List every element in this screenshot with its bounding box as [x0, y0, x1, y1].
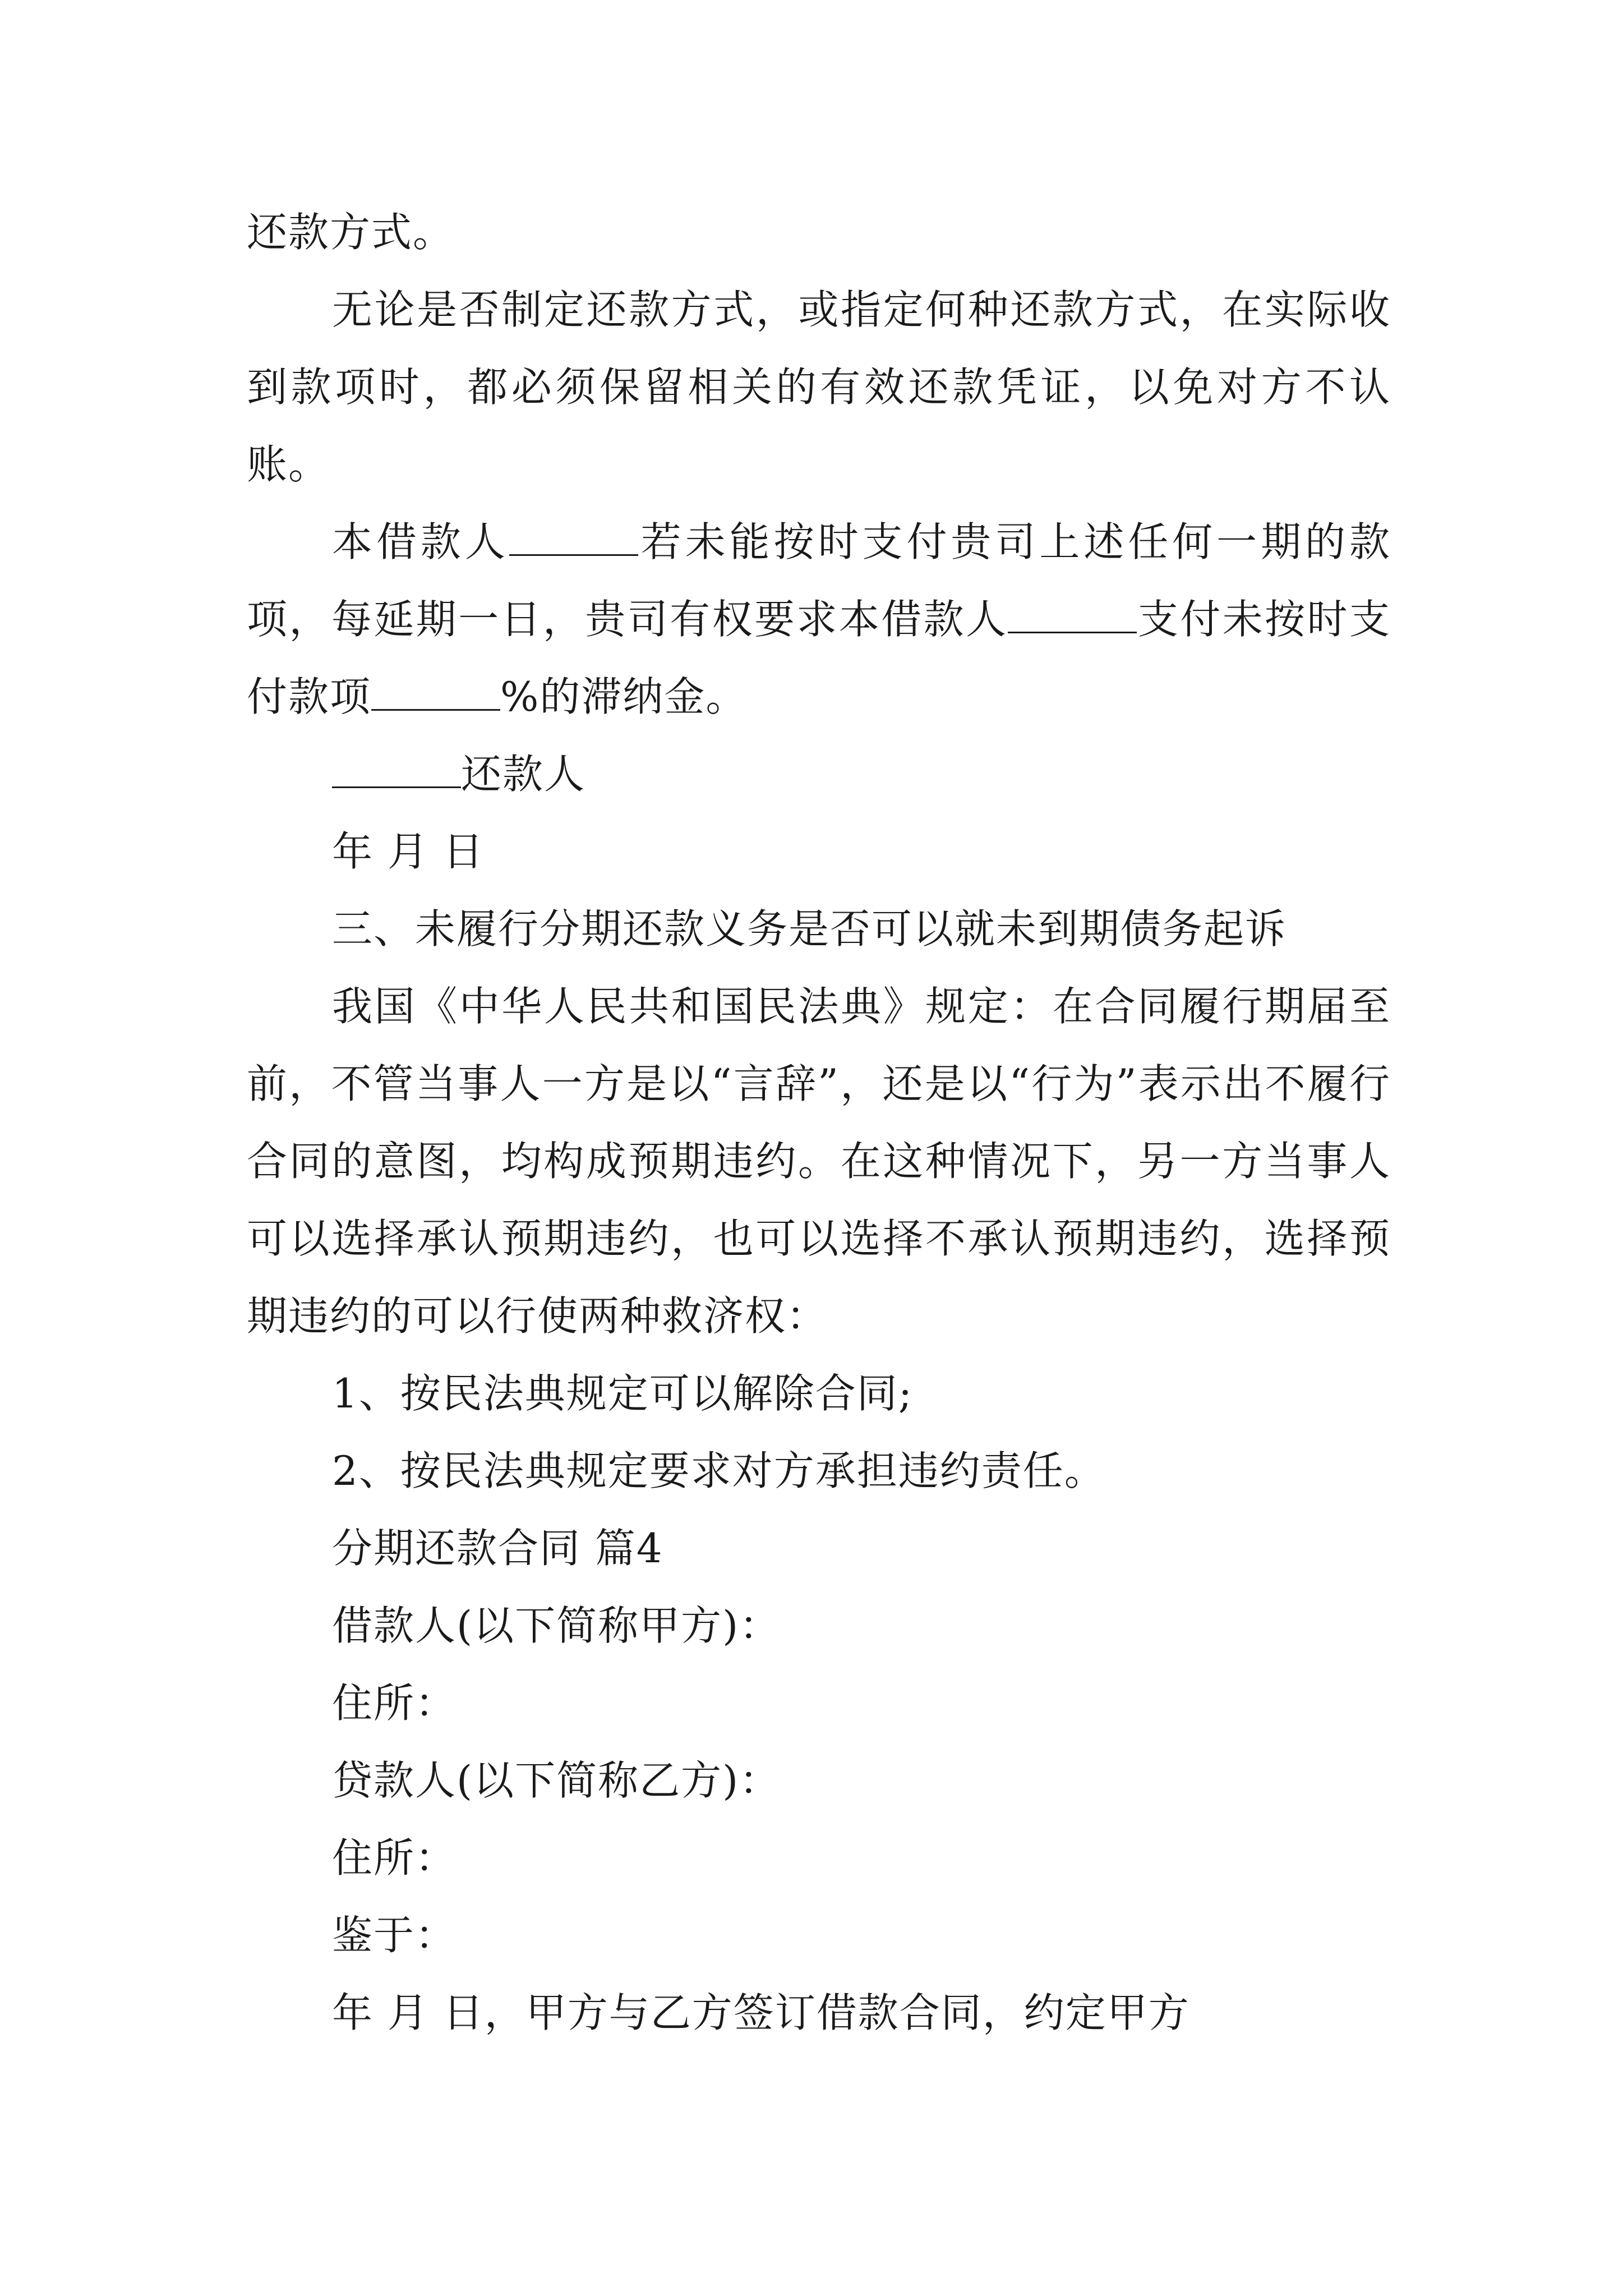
paragraph-date-1: 年 月 日: [332, 828, 485, 875]
paragraph-late-fee: [247, 503, 1391, 735]
late-fee-text-c: 支付未按时支付款项: [247, 596, 1391, 720]
lender-address-line: 住所：: [332, 1834, 457, 1881]
paragraph-date-2: 年 月 日，甲方与乙方签订借款合同，约定甲方: [332, 1989, 1190, 2036]
paragraph-keep-receipt: 无论是否制定还款方式，或指定何种还款方式，在实际收到款项时，都必须保留相关的有效还款凭证，以免对方不认账。: [247, 286, 1391, 488]
document-body: [247, 194, 1391, 2051]
paragraph-repayment-method: 还款方式。: [247, 209, 455, 256]
repayer-label: 还款人: [461, 751, 586, 798]
whereas-line: 鉴于：: [332, 1912, 457, 1959]
late-fee-text-b: 若未能按时支付贵司上述任何一期的款项，每延期一日，贵司有权要求本借款人: [247, 518, 1391, 643]
lender-line: 贷款人(以下简称乙方)：: [332, 1757, 781, 1804]
blank-line-4: [332, 753, 461, 788]
borrower-line: 借款人(以下简称甲方)：: [332, 1602, 781, 1649]
paragraph-repayer: [247, 735, 1391, 813]
paragraph-civil-code: 我国《中华人民共和国民法典》规定：在合同履行期届至前，不管当事人一方是以“言辞”，还是以“行为”表示出不履行合同的意图，均构成预期违约。在这种情况下，另一方当事人可以选择承认预期违约，也可以选择不承认预期违约，选择预期违约的可以行使两种救济权：: [247, 983, 1391, 1340]
late-fee-text-d: %的滞纳金。: [500, 673, 748, 720]
blank-line-3: [371, 675, 500, 711]
section-heading-3: 三、未履行分期还款义务是否可以就未到期债务起诉: [332, 905, 1287, 953]
borrower-address-line: 住所：: [332, 1680, 457, 1727]
blank-line-1: [509, 521, 638, 556]
blank-line-2: [1008, 598, 1137, 633]
late-fee-text-a: 本借款人: [332, 518, 509, 565]
list-item-1: 1、按民法典规定可以解除合同;: [332, 1370, 914, 1417]
list-item-2: 2、按民法典规定要求对方承担违约责任。: [332, 1447, 1106, 1494]
contract-title: 分期还款合同 篇4: [332, 1525, 663, 1572]
